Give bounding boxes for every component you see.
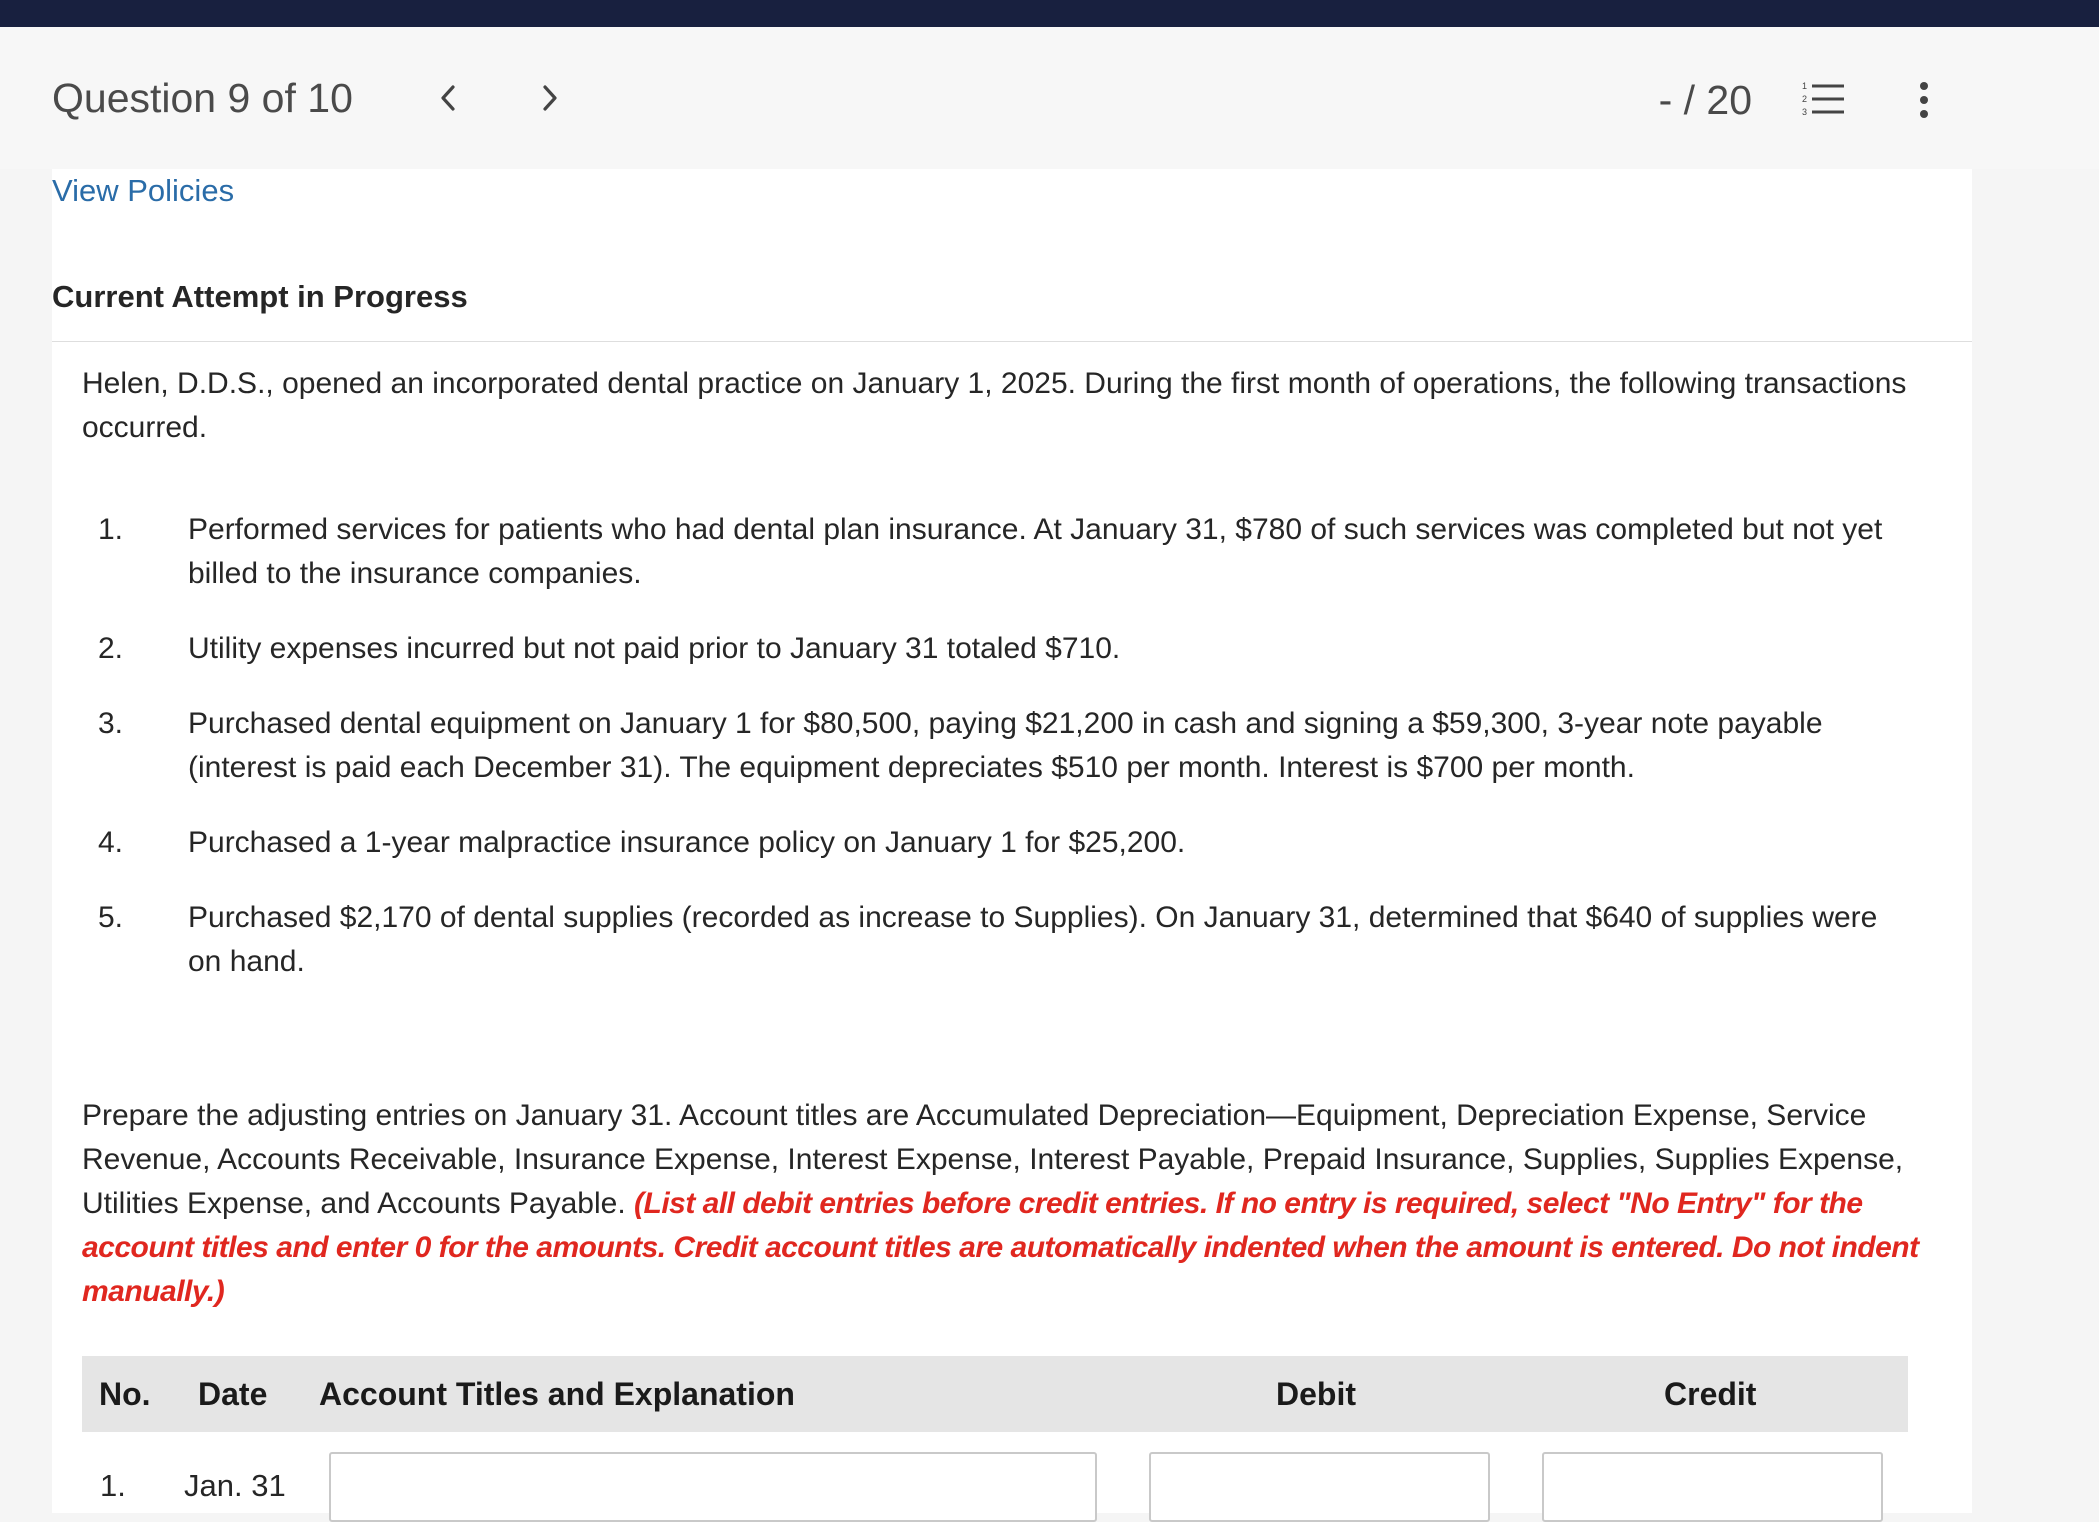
list-item-text: Utility expenses incurred but not paid prior to January 31 totaled $710. [188, 632, 1121, 665]
top-bar [0, 0, 2099, 27]
column-header-date: Date [198, 1376, 268, 1412]
account-title-field[interactable] [329, 1452, 1097, 1522]
question-list-button[interactable] [1800, 78, 1848, 122]
journal-table-header [82, 1356, 1908, 1432]
chevron-right-icon [540, 83, 560, 113]
credit-field[interactable] [1542, 1452, 1883, 1522]
instruction-note: (List all debit entries before credit entries. If no entry is required, select "No Entry" for the account titles and enter 0 for the amounts. Credit account titles are automatically indented when the amount is entered. Do not indent manually.) [82, 1187, 1919, 1308]
list-item [82, 896, 1942, 984]
column-header-debit: Debit [1276, 1376, 1356, 1412]
column-header-account: Account Titles and Explanation [319, 1376, 795, 1412]
column-header-credit: Credit [1664, 1376, 1757, 1412]
question-counter: Question 9 of 10 [52, 75, 353, 121]
chevron-left-icon [438, 83, 458, 113]
list-item [82, 627, 1942, 671]
list-item [82, 702, 1942, 790]
numbered-list-icon [1800, 81, 1848, 126]
task-instructions [82, 1094, 1942, 1314]
list-item-text: Purchased $2,170 of dental supplies (recorded as increase to Supplies). On January 31, determined that $640 of supplies were on hand. [188, 901, 1878, 978]
previous-question-button[interactable] [424, 74, 472, 122]
entry-date: Jan. 31 [184, 1468, 286, 1503]
credit-input[interactable] [1544, 1454, 1881, 1520]
list-item [82, 508, 1942, 596]
column-header-no: No. [99, 1376, 151, 1412]
section-divider [52, 341, 1972, 342]
score-display: - / 20 [1658, 77, 1752, 123]
list-item-number: 5. [98, 901, 124, 934]
list-item-number: 4. [98, 826, 124, 859]
list-item [82, 821, 1942, 865]
problem-intro: Helen, D.D.S., opened an incorporated dental practice on January 1, 2025. During the first month of operations, the following transactions occurred. [82, 367, 1907, 444]
next-question-button[interactable] [526, 74, 574, 122]
more-options-button[interactable] [1908, 76, 1940, 124]
attempt-status-heading: Current Attempt in Progress [52, 279, 468, 314]
list-item-text: Performed services for patients who had dental plan insurance. At January 31, $780 of such services was completed but not yet billed to the insurance companies. [188, 513, 1883, 590]
more-vertical-icon [1908, 111, 1940, 128]
list-item-number: 1. [98, 513, 124, 546]
account-title-input[interactable] [331, 1454, 1095, 1520]
svg-text:3: 3 [1802, 107, 1808, 117]
entry-number: 1. [100, 1468, 126, 1503]
view-policies-link[interactable]: View Policies [52, 173, 235, 208]
list-item-number: 3. [98, 707, 124, 740]
transaction-list [82, 508, 1942, 1015]
prepare-text: Prepare the adjusting entries on January 31. Account titles are Accumulated Depreciation—Equipment, Depreciation Expense, Service Revenue, Accounts Receivable, Insurance Expense, Interest Expense, Interest Payable, Prepaid Insurance, Supplies, Supplies Expense, Utilities Expense, and Accounts Payable. [82, 1099, 1904, 1220]
list-item-text: Purchased dental equipment on January 1 for $80,500, paying $21,200 in cash and signing a $59,300, 3-year note payable (interest is paid each December 31). The equipment depreciates $510 per month. Interest is $700 per month. [188, 707, 1823, 784]
debit-input[interactable] [1151, 1454, 1488, 1520]
debit-field[interactable] [1149, 1452, 1490, 1522]
svg-text:2: 2 [1802, 94, 1808, 104]
svg-text:1: 1 [1802, 81, 1808, 91]
list-item-text: Purchased a 1-year malpractice insurance policy on January 1 for $25,200. [188, 826, 1186, 859]
list-item-number: 2. [98, 632, 124, 665]
